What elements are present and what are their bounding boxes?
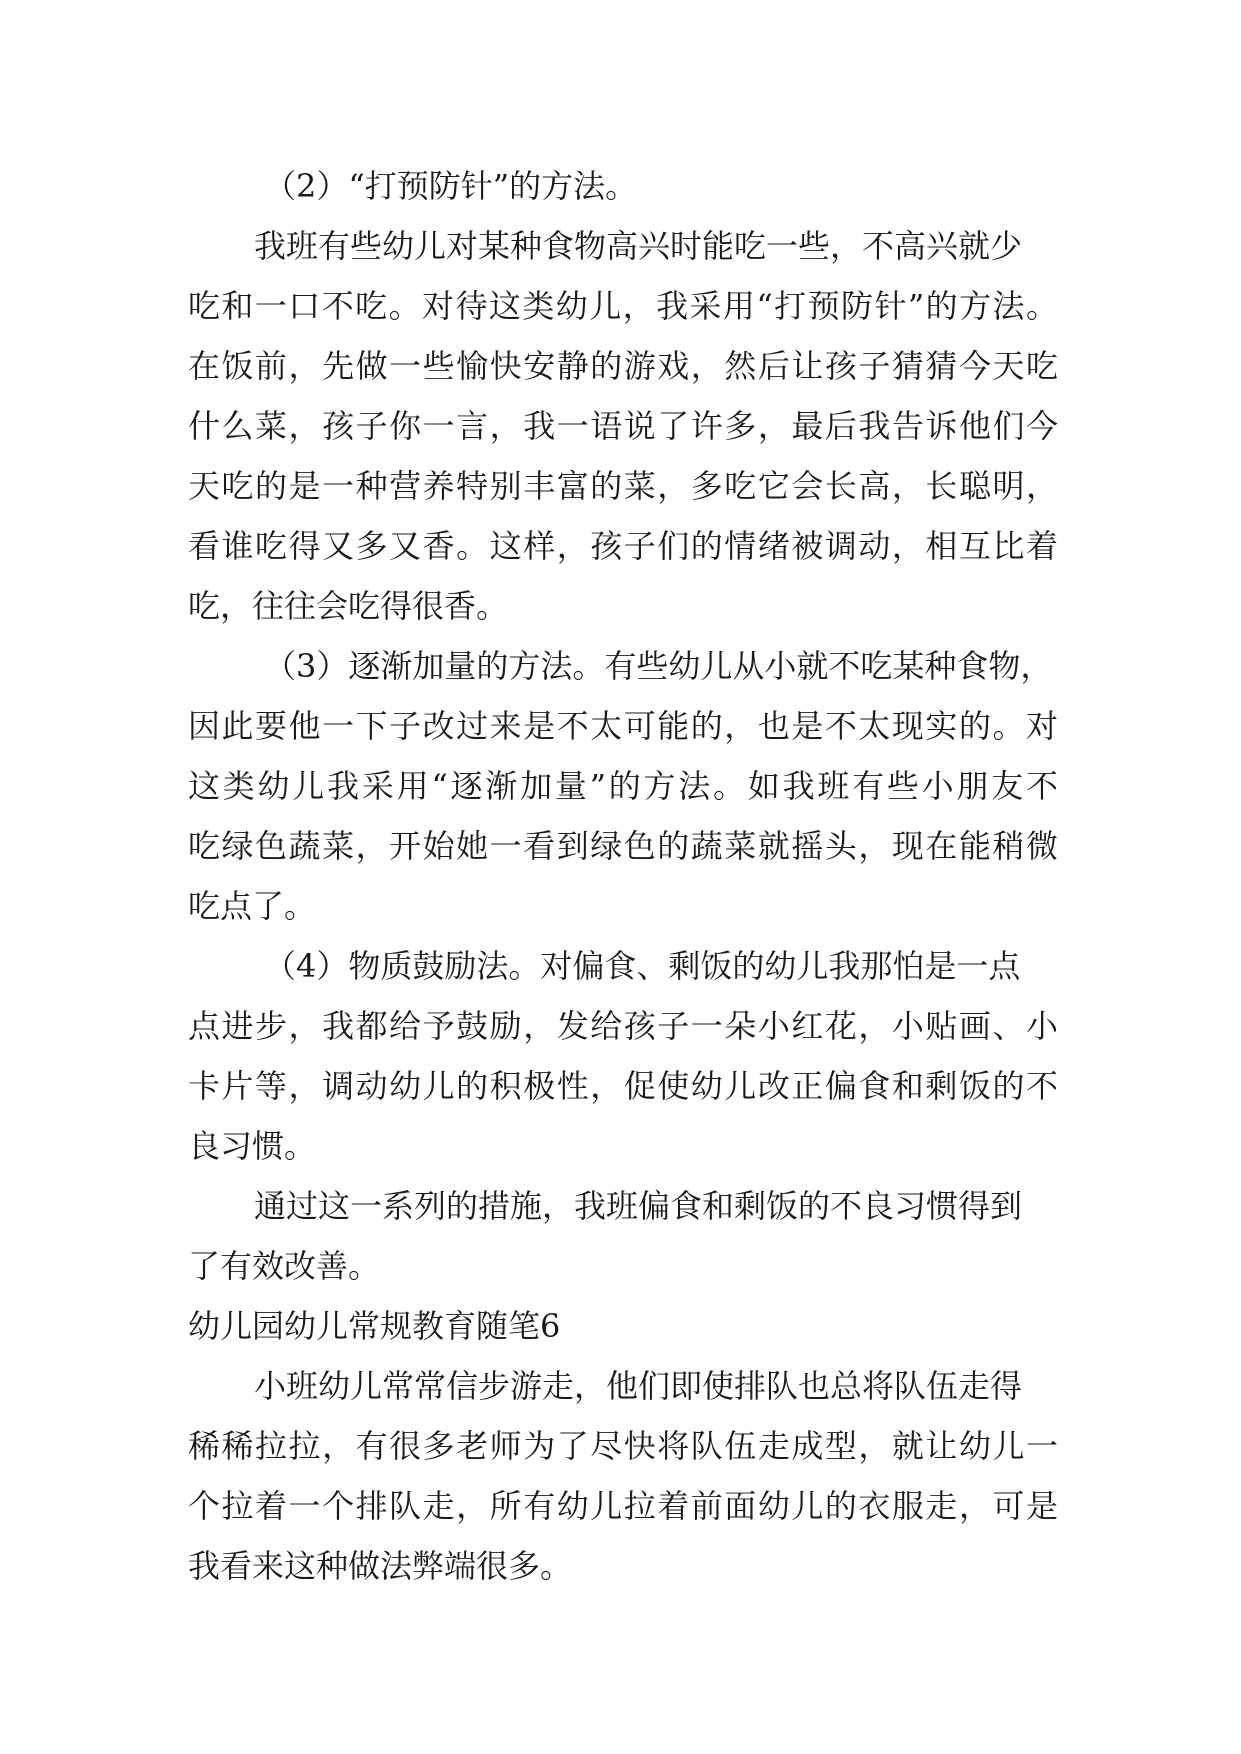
paragraph-line: 在饭前，先做一些愉快安静的游戏，然后让孩子猜猜今天吃 bbox=[188, 347, 1058, 385]
paragraph-line: 了有效改善。 bbox=[188, 1247, 381, 1285]
paragraph-line: 天吃的是一种营养特别丰富的菜，多吃它会长高，长聪明， bbox=[188, 467, 1058, 505]
paragraph-line: 个拉着一个排队走，所有幼儿拉着前面幼儿的衣服走，可是 bbox=[188, 1487, 1058, 1525]
paragraph-line: 点进步，我都给予鼓励，发给孩子一朵小红花，小贴画、小 bbox=[188, 1007, 1058, 1045]
paragraph-line: 吃和一口不吃。对待这类幼儿，我采用“打预防针”的方法。 bbox=[188, 287, 1058, 325]
paragraph-line: 通过这一系列的措施，我班偏食和剩饭的不良习惯得到 bbox=[254, 1187, 1023, 1225]
paragraph-line: 卡片等，调动幼儿的积极性，促使幼儿改正偏食和剩饭的不 bbox=[188, 1067, 1058, 1105]
paragraph-line: 因此要他一下子改过来是不太可能的，也是不太现实的。对 bbox=[188, 707, 1058, 745]
paragraph-line: （4）物质鼓励法。对偏食、剩饭的幼儿我那怕是一点 bbox=[264, 947, 1021, 985]
paragraph-line: 看谁吃得又多又香。这样，孩子们的情绪被调动，相互比着 bbox=[188, 527, 1058, 565]
paragraph-line: 稀稀拉拉，有很多老师为了尽快将队伍走成型，就让幼儿一 bbox=[188, 1427, 1058, 1465]
paragraph-line: （3）逐渐加量的方法。有些幼儿从小就不吃某种食物， bbox=[264, 647, 1053, 685]
paragraph-line: 吃，往往会吃得很香。 bbox=[188, 587, 509, 625]
paragraph-line: 吃点了。 bbox=[188, 887, 317, 925]
paragraph-line: 我看来这种做法弊端很多。 bbox=[188, 1547, 573, 1585]
paragraph-line: 我班有些幼儿对某种食物高兴时能吃一些，不高兴就少 bbox=[254, 227, 1023, 265]
paragraph-line: 小班幼儿常常信步游走，他们即使排队也总将队伍走得 bbox=[254, 1367, 1023, 1405]
paragraph-line: 吃绿色蔬菜，开始她一看到绿色的蔬菜就摇头，现在能稍微 bbox=[188, 827, 1058, 865]
paragraph-line: （2）“打预防针”的方法。 bbox=[264, 167, 638, 205]
paragraph-line: 良习惯。 bbox=[188, 1127, 317, 1165]
paragraph-line: 这类幼儿我采用“逐渐加量”的方法。如我班有些小朋友不 bbox=[188, 767, 1058, 805]
paragraph-line: 什么菜，孩子你一言，我一语说了许多，最后我告诉他们今 bbox=[188, 407, 1058, 445]
section-heading: 幼儿园幼儿常规教育随笔6 bbox=[188, 1307, 561, 1345]
